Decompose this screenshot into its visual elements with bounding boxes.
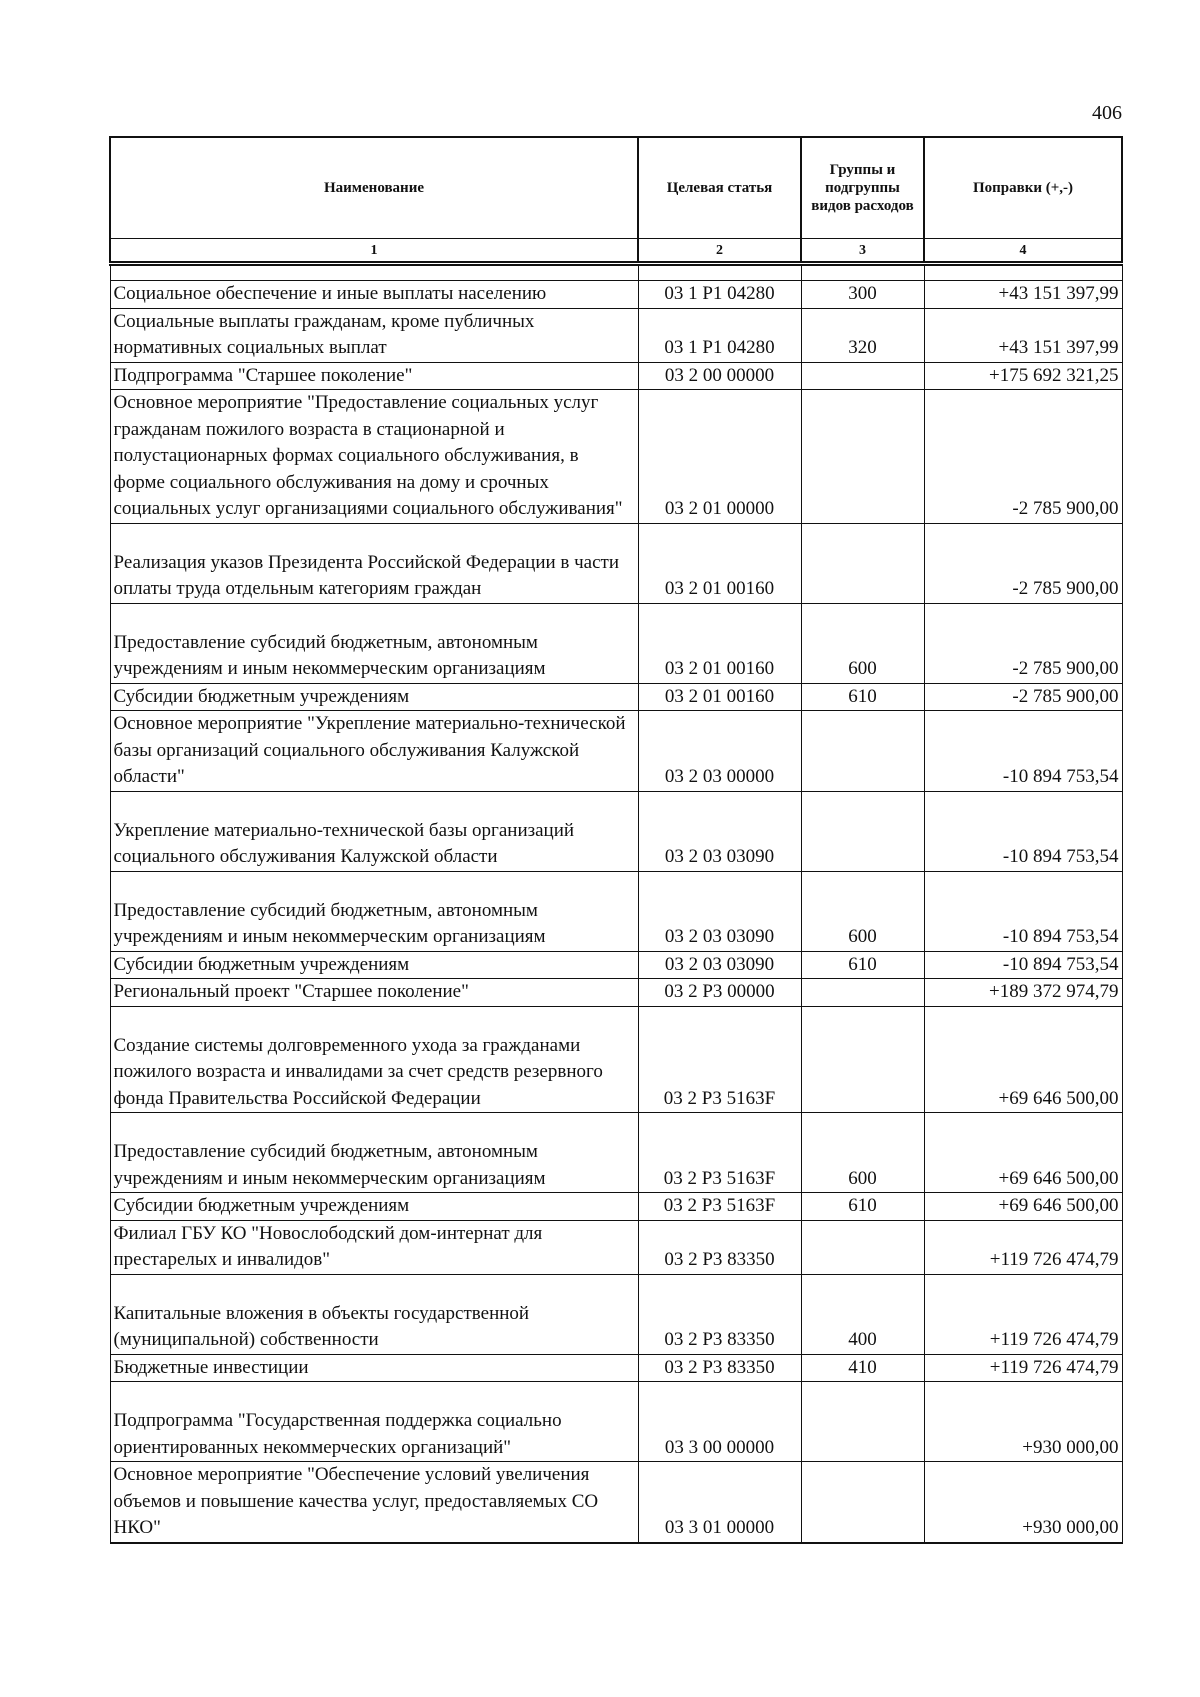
row-group: 600 (801, 1113, 924, 1193)
row-group (801, 523, 924, 603)
column-number: 3 (801, 239, 924, 264)
table-header-row (110, 137, 1122, 239)
row-amount: +930 000,00 (924, 1382, 1122, 1462)
row-amount: -2 785 900,00 (924, 603, 1122, 683)
table-row (110, 711, 1122, 792)
row-amount: +69 646 500,00 (924, 1006, 1122, 1113)
table-row (110, 951, 1122, 979)
row-code: 03 2 P3 5163F (638, 1113, 801, 1193)
row-group: 600 (801, 603, 924, 683)
row-name: Субсидии бюджетным учреждениям (110, 1193, 638, 1221)
row-name: Предоставление субсидий бюджетным, автономным учреждениям и иным некоммерческим организациям (110, 603, 638, 683)
row-group: 610 (801, 1193, 924, 1221)
column-number: 2 (638, 239, 801, 264)
row-code: 03 2 P3 83350 (638, 1220, 801, 1274)
row-group: 610 (801, 951, 924, 979)
row-name: Реализация указов Президента Российской Федерации в части оплаты труда отдельным категориям граждан (110, 523, 638, 603)
row-name: Социальное обеспечение и иные выплаты населению (110, 281, 638, 309)
row-name: Социальные выплаты гражданам, кроме публичных нормативных социальных выплат (110, 308, 638, 362)
row-code: 03 2 P3 83350 (638, 1354, 801, 1382)
row-amount: -10 894 753,54 (924, 711, 1122, 792)
row-code: 03 2 P3 5163F (638, 1006, 801, 1113)
row-amount: +119 726 474,79 (924, 1220, 1122, 1274)
table-row (110, 1006, 1122, 1113)
row-code: 03 2 00 00000 (638, 362, 801, 390)
row-name: Подпрограмма "Государственная поддержка социально ориентированных некоммерческих организаций" (110, 1382, 638, 1462)
row-name: Подпрограмма "Старшее поколение" (110, 362, 638, 390)
row-amount: +69 646 500,00 (924, 1113, 1122, 1193)
row-code: 03 2 P3 5163F (638, 1193, 801, 1221)
table-row (110, 308, 1122, 362)
column-number: 4 (924, 239, 1122, 264)
row-group (801, 1220, 924, 1274)
row-code: 03 2 P3 83350 (638, 1274, 801, 1354)
row-code: 03 2 03 03090 (638, 791, 801, 871)
table-row (110, 1220, 1122, 1274)
table-row (110, 979, 1122, 1007)
header-group: Группы и подгруппы видов расходов (801, 137, 924, 239)
row-group (801, 1462, 924, 1543)
row-amount: +119 726 474,79 (924, 1274, 1122, 1354)
row-name: Основное мероприятие "Обеспечение условий увеличения объемов и повышение качества услуг, предоставляемых СО НКО" (110, 1462, 638, 1543)
row-group: 400 (801, 1274, 924, 1354)
row-amount: +119 726 474,79 (924, 1354, 1122, 1382)
row-code: 03 1 P1 04280 (638, 308, 801, 362)
row-group (801, 1382, 924, 1462)
row-amount: +69 646 500,00 (924, 1193, 1122, 1221)
row-group (801, 711, 924, 792)
row-code: 03 3 01 00000 (638, 1462, 801, 1543)
row-code: 03 2 03 00000 (638, 711, 801, 792)
row-code: 03 3 00 00000 (638, 1382, 801, 1462)
spacer-row (110, 264, 1122, 281)
row-name: Бюджетные инвестиции (110, 1354, 638, 1382)
row-code: 03 2 03 03090 (638, 871, 801, 951)
row-code: 03 2 P3 00000 (638, 979, 801, 1007)
table-row (110, 871, 1122, 951)
table-row (110, 683, 1122, 711)
row-name: Основное мероприятие "Укрепление материально-технической базы организаций социального обслуживания Калужской области" (110, 711, 638, 792)
row-group: 600 (801, 871, 924, 951)
row-amount: -10 894 753,54 (924, 951, 1122, 979)
row-group: 410 (801, 1354, 924, 1382)
row-amount: +43 151 397,99 (924, 308, 1122, 362)
table-row (110, 603, 1122, 683)
row-amount: +175 692 321,25 (924, 362, 1122, 390)
row-name: Создание системы долговременного ухода за гражданами пожилого возраста и инвалидами за счет средств резервного фонда Правительства Российской Федерации (110, 1006, 638, 1113)
row-name: Предоставление субсидий бюджетным, автономным учреждениям и иным некоммерческим организациям (110, 871, 638, 951)
row-name: Филиал ГБУ КО "Новослободский дом-интернат для престарелых и инвалидов" (110, 1220, 638, 1274)
row-group (801, 979, 924, 1007)
table-row (110, 1382, 1122, 1462)
table-row (110, 1354, 1122, 1382)
row-group (801, 791, 924, 871)
column-number: 1 (110, 239, 638, 264)
row-amount: -10 894 753,54 (924, 871, 1122, 951)
table-row (110, 362, 1122, 390)
header-name: Наименование (110, 137, 638, 239)
column-number-row (110, 239, 1122, 264)
row-name: Укрепление материально-технической базы организаций социального обслуживания Калужской области (110, 791, 638, 871)
row-amount: -2 785 900,00 (924, 390, 1122, 524)
table-row (110, 791, 1122, 871)
header-amount: Поправки (+,-) (924, 137, 1122, 239)
row-amount: -2 785 900,00 (924, 523, 1122, 603)
row-code: 03 1 P1 04280 (638, 281, 801, 309)
table-row (110, 523, 1122, 603)
row-group: 610 (801, 683, 924, 711)
row-name: Региональный проект "Старшее поколение" (110, 979, 638, 1007)
row-amount: -2 785 900,00 (924, 683, 1122, 711)
row-code: 03 2 01 00160 (638, 523, 801, 603)
row-code: 03 2 01 00000 (638, 390, 801, 524)
row-group: 320 (801, 308, 924, 362)
row-name: Субсидии бюджетным учреждениям (110, 683, 638, 711)
page-number: 406 (1092, 102, 1122, 124)
table-row (110, 1193, 1122, 1221)
row-group (801, 1006, 924, 1113)
row-amount: -10 894 753,54 (924, 791, 1122, 871)
row-name: Основное мероприятие "Предоставление социальных услуг гражданам пожилого возраста в стационарной и полустационарных формах социального обслуживания, в форме социального обслуживания на дому и срочных социальных услуг организациями социального обслуживания" (110, 390, 638, 524)
header-code: Целевая статья (638, 137, 801, 239)
table-row (110, 1274, 1122, 1354)
budget-amendments-table (109, 136, 1123, 1544)
row-name: Предоставление субсидий бюджетным, автономным учреждениям и иным некоммерческим организациям (110, 1113, 638, 1193)
row-amount: +43 151 397,99 (924, 281, 1122, 309)
row-group: 300 (801, 281, 924, 309)
table-row (110, 1113, 1122, 1193)
row-code: 03 2 01 00160 (638, 683, 801, 711)
row-code: 03 2 01 00160 (638, 603, 801, 683)
row-amount: +930 000,00 (924, 1462, 1122, 1543)
row-group (801, 362, 924, 390)
row-group (801, 390, 924, 524)
table-row (110, 390, 1122, 524)
row-amount: +189 372 974,79 (924, 979, 1122, 1007)
table-row (110, 1462, 1122, 1543)
row-code: 03 2 03 03090 (638, 951, 801, 979)
row-name: Субсидии бюджетным учреждениям (110, 951, 638, 979)
table-row (110, 281, 1122, 309)
row-name: Капитальные вложения в объекты государственной (муниципальной) собственности (110, 1274, 638, 1354)
